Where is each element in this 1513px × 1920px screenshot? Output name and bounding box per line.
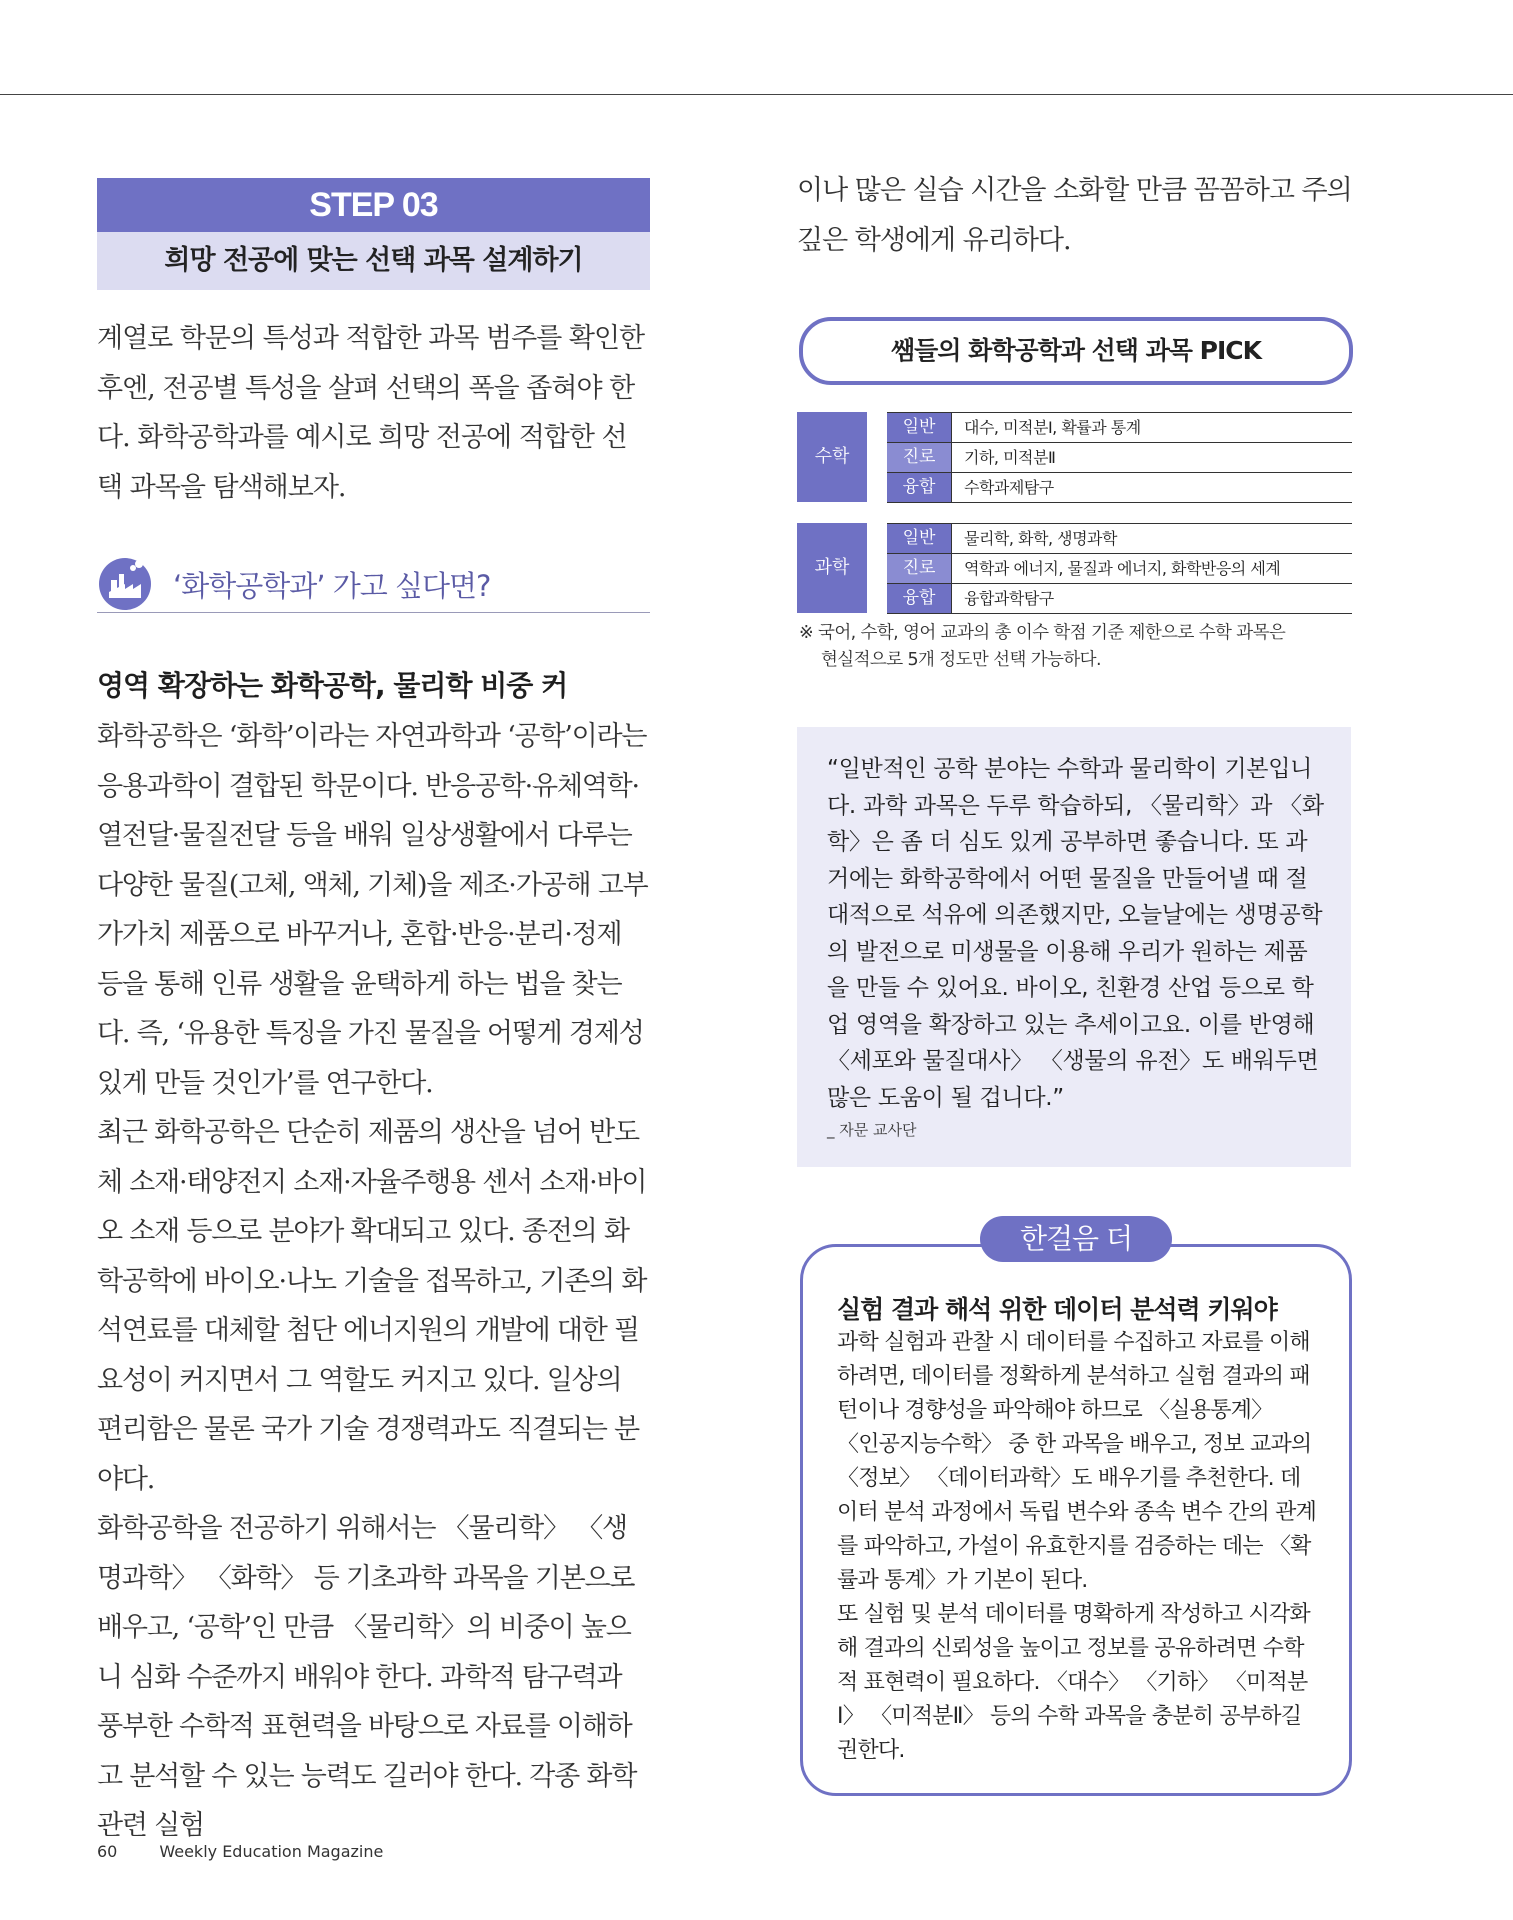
pick-row-subjects: 물리학, 화학, 생명과학 [964, 529, 1117, 548]
pick-row [887, 524, 1352, 554]
pick-row-subjects: 역학과 에너지, 물질과 에너지, 화학반응의 세계 [964, 559, 1281, 578]
pick-note [799, 620, 1359, 674]
pick-row-type: 진로 [887, 554, 952, 583]
article-subheading: 영역 확장하는 화학공학, 물리학 비중 커 [97, 669, 568, 702]
pick-row-type: 진로 [887, 443, 952, 472]
pick-row [887, 473, 1352, 503]
step-header [97, 178, 650, 290]
pick-row-type: 융합 [887, 473, 952, 502]
top-rule [0, 94, 1513, 95]
page-number: 60 [97, 1842, 118, 1861]
pick-category: 수학 [797, 412, 867, 502]
pick-rows [887, 523, 1352, 614]
section-heading [97, 554, 650, 613]
step-label: STEP 03 [97, 178, 650, 232]
pick-note-line: ※ 국어, 수학, 영어 교과의 총 이수 학점 기준 제한으로 수학 과목은 [799, 623, 1286, 643]
pick-row [887, 413, 1352, 443]
quote-text: “일반적인 공학 분야는 수학과 물리학이 기본입니다. 과학 과목은 두루 학습하되, 〈물리학〉과 〈화학〉은 좀 더 심도 있게 공부하면 좋습니다. 또 과거에는 화학공학에서 어떤 물질을 만들어낼 때 절대적으로 석유에 의존했지만, 오늘날에는 생명공학의 발전으로 미생물을 이용해 우리가 원하는 제품을 만들 수 있어요. 바이오, 친환경 산업 등으로 학업 영역을 확장하고 있는 추세이고요. 이를 반영해 〈세포와 물질대사〉 〈생물의 유전〉도 배워두면 많은 도움이 될 겁니다.” [827, 756, 1324, 1111]
pick-row-type: 융합 [887, 584, 952, 613]
pick-row-type: 일반 [887, 524, 952, 553]
pick-row-subjects: 기하, 미적분Ⅱ [964, 448, 1056, 467]
article-paragraph: 화학공학을 전공하기 위해서는 〈물리학〉 〈생명과학〉 〈화학〉 등 기초과학 과목을 기본으로 배우고, ‘공학’인 만큼 〈물리학〉의 비중이 높으니 심화 수준까지 배워야 한다. 과학적 탐구력과 풍부한 수학적 표현력을 바탕으로 자료를 이해하고 분석할 수 있는 능력도 길러야 한다. 각종 화학 관련 실험 [97, 1513, 637, 1841]
pick-category: 과학 [797, 523, 867, 613]
pick-row [887, 443, 1352, 473]
article-paragraph: 최근 화학공학은 단순히 제품의 생산을 넘어 반도체 소재·태양전지 소재·자율주행용 센서 소재·바이오 소재 등으로 분야가 확대되고 있다. 종전의 화학공학에 바이오·나노 기술을 접목하고, 기존의 화석연료를 대체할 첨단 에너지원의 개발에 대한 필요성이 커지면서 그 역할도 커지고 있다. 일상의 편리함은 물론 국가 기술 경쟁력과도 직결되는 분야다. [97, 1117, 647, 1495]
pick-note-line: 현실적으로 5개 정도만 선택 가능하다. [821, 650, 1101, 670]
pick-table-science [797, 523, 1352, 613]
article-continued: 이나 많은 실습 시간을 소화할 만큼 꼼꼼하고 주의 깊은 학생에게 유리하다. [797, 175, 1352, 256]
one-step-more-paragraph: 또 실험 및 분석 데이터를 명확하게 작성하고 시각화해 결과의 신뢰성을 높이고 정보를 공유하려면 수학적 표현력이 필요하다. 〈대수〉 〈기하〉 〈미적분Ⅰ〉 〈미적분Ⅱ〉 등의 수학 과목을 충분히 공부하길 권한다. [837, 1602, 1310, 1763]
pick-rows [887, 412, 1352, 503]
quote-source: _ 자문 교사단 [827, 1121, 917, 1139]
one-step-more-badge: 한걸음 더 [980, 1216, 1172, 1262]
factory-icon [97, 554, 159, 610]
pick-row-type: 일반 [887, 413, 952, 442]
pick-row [887, 554, 1352, 584]
article-body [97, 712, 650, 1851]
page-footer [97, 1842, 383, 1861]
pick-row [887, 584, 1352, 614]
step-subtitle: 희망 전공에 맞는 선택 과목 설계하기 [97, 232, 650, 290]
magazine-name: Weekly Education Magazine [159, 1842, 384, 1861]
pick-title: 쌤들의 화학공학과 선택 과목 PICK [799, 317, 1353, 385]
one-step-more-title: 실험 결과 해석 위한 데이터 분석력 키워야 [837, 1295, 1277, 1324]
teacher-quote [797, 727, 1351, 1167]
one-step-more-paragraph: 과학 실험과 관찰 시 데이터를 수집하고 자료를 이해하려면, 데이터를 정확하게 분석하고 실험 결과의 패턴이나 경향성을 파악해야 하므로 〈실용통계〉 〈인공지능수학〉 중 한 과목을 배우고, 정보 교과의 〈정보〉 〈데이터과학〉도 배우기를 추천한다. 데이터 분석 과정에서 독립 변수와 종속 변수 간의 관계를 파악하고, 가설이 유효한지를 검증하는 데는 〈확률과 통계〉가 기본이 된다. [837, 1330, 1317, 1593]
pick-table-math [797, 412, 1352, 502]
pick-row-subjects: 융합과학탐구 [964, 589, 1054, 608]
pick-row-subjects: 수학과제탐구 [964, 478, 1054, 497]
article-paragraph: 화학공학은 ‘화학’이라는 자연과학과 ‘공학’이라는 응용과학이 결합된 학문이다. 반응공학·유체역학·열전달·물질전달 등을 배워 일상생활에서 다루는 다양한 물질(고체, 액체, 기체)을 제조·가공해 고부가가치 제품으로 바꾸거나, 혼합·반응·분리·정제 등을 통해 인류 생활을 윤택하게 하는 법을 찾는다. 즉, ‘유용한 특징을 가진 물질을 어떻게 경제성 있게 만들 것인가’를 연구한다. [97, 721, 648, 1099]
pick-row-subjects: 대수, 미적분Ⅰ, 확률과 통계 [964, 418, 1141, 437]
intro-paragraph: 계열로 학문의 특성과 적합한 과목 범주를 확인한 후엔, 전공별 특성을 살펴 선택의 폭을 좁혀야 한다. 화학공학과를 예시로 희망 전공에 적합한 선택 과목을 탐색해보자. [97, 323, 645, 503]
section-title: ‘화학공학과’ 가고 싶다면? [173, 569, 491, 603]
one-step-more-body [837, 1326, 1317, 1768]
